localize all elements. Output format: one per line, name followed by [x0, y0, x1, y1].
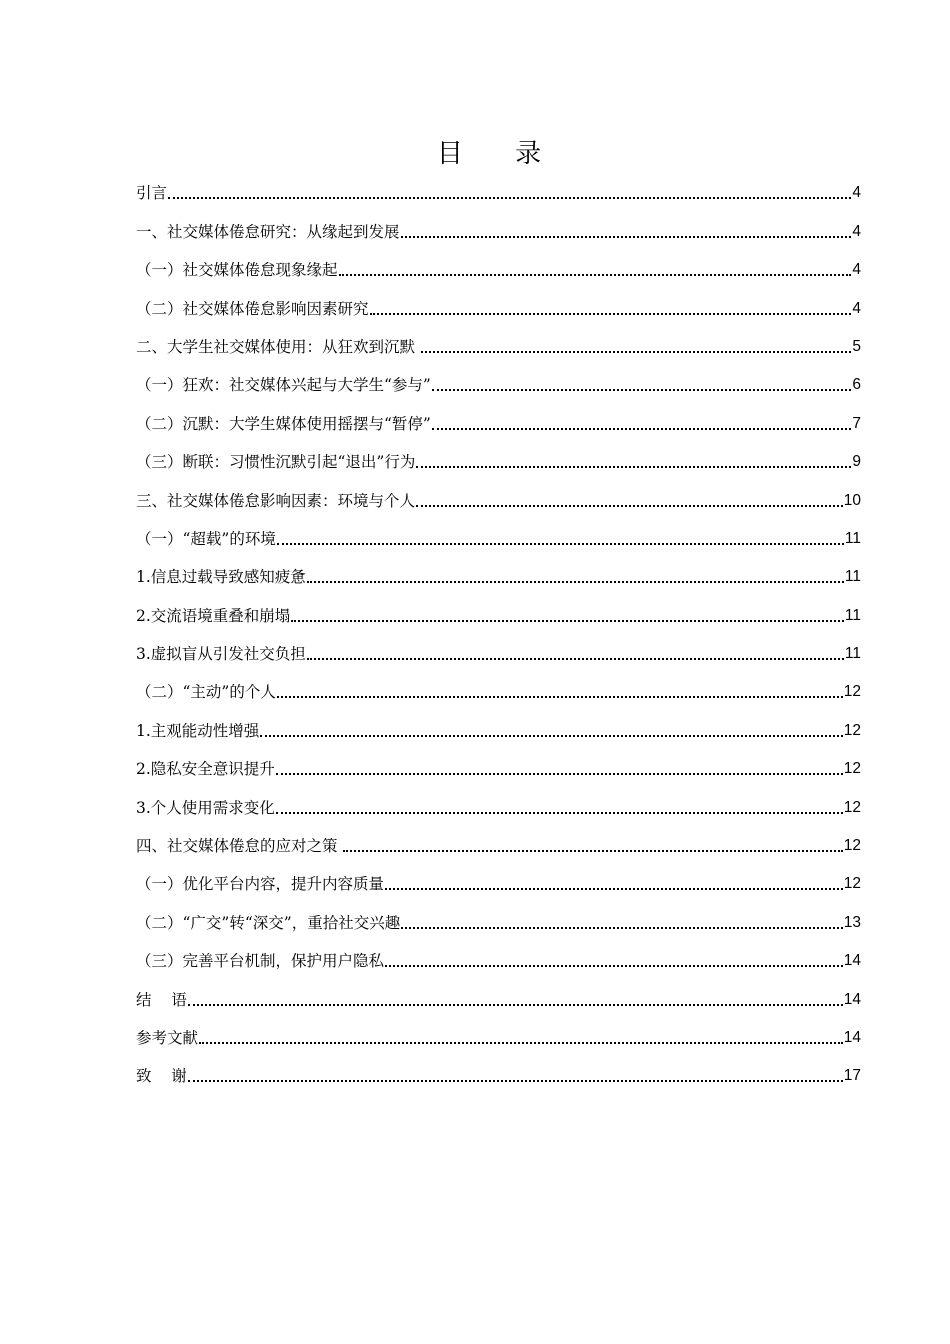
toc-entry[interactable]	[136, 398, 861, 436]
toc-entry-label: 三、社交媒体倦怠影响因素：环境与个人	[136, 491, 416, 510]
toc-entry-page: 4	[852, 299, 861, 317]
toc-entry-label: （二）沉默：大学生媒体使用摇摆与“暂停”	[136, 414, 431, 433]
toc-entry[interactable]	[136, 475, 861, 513]
toc-entry[interactable]	[136, 897, 861, 935]
toc-entry-page: 10	[843, 491, 861, 509]
toc-entry[interactable]	[136, 744, 861, 782]
toc-entry[interactable]	[136, 705, 861, 743]
toc-entry-label: （二）社交媒体倦怠影响因素研究	[136, 299, 369, 318]
toc-entry[interactable]	[136, 552, 861, 590]
toc-entry-page: 11	[844, 568, 861, 586]
toc-entry-page: 12	[843, 683, 861, 701]
toc-entry-label: 1.信息过载导致感知疲惫	[136, 568, 306, 587]
dot-leader	[343, 850, 842, 852]
dot-leader	[277, 696, 843, 698]
toc-entry-label: 1.主观能动性增强	[136, 721, 260, 740]
toc-entry-page: 7	[852, 414, 861, 432]
toc-entry-page: 9	[852, 453, 861, 471]
toc-entry-label: （二）“主动”的个人	[136, 683, 276, 702]
dot-leader	[188, 1004, 843, 1006]
dot-leader	[276, 773, 843, 775]
dot-leader	[276, 812, 843, 814]
toc-entry-label: 四、社交媒体倦怠的应对之策	[136, 837, 343, 856]
dot-leader	[416, 466, 851, 468]
dot-leader	[199, 1042, 843, 1044]
toc-entry-page: 5	[852, 337, 861, 355]
toc-entry-label: （一）优化平台内容，提升内容质量	[136, 875, 385, 894]
dot-leader	[401, 236, 852, 238]
toc-entry[interactable]	[136, 360, 861, 398]
toc-entry-label: （一）狂欢：社交媒体兴起与大学生“参与”	[136, 376, 431, 395]
toc-entry-label: 一、社交媒体倦怠研究：从缘起到发展	[136, 222, 400, 241]
toc-entry-page: 12	[843, 875, 861, 893]
toc-entry[interactable]	[136, 974, 861, 1012]
dot-leader	[432, 389, 852, 391]
dot-leader	[432, 428, 852, 430]
toc-entry[interactable]	[136, 821, 861, 859]
toc-entry-page: 14	[843, 1028, 861, 1046]
toc-entry-page: 11	[844, 645, 861, 663]
toc-entry-page: 11	[844, 529, 861, 547]
dot-leader	[188, 1080, 843, 1082]
dot-leader	[307, 581, 844, 583]
toc-entry-page: 4	[852, 184, 861, 202]
dot-leader	[416, 505, 843, 507]
toc-entry[interactable]	[136, 782, 861, 820]
toc-entry[interactable]	[136, 283, 861, 321]
toc-entry-page: 6	[852, 376, 861, 394]
toc-entry-page: 14	[843, 952, 861, 970]
toc-entry-page: 4	[852, 261, 861, 279]
toc-entry[interactable]	[136, 936, 861, 974]
dot-leader	[421, 351, 851, 353]
toc-entry-page: 13	[843, 913, 861, 931]
toc-entry[interactable]	[136, 168, 861, 206]
toc-entry-label: 2.交流语境重叠和崩塌	[136, 606, 291, 625]
toc-entry-page: 11	[844, 606, 861, 624]
toc-entry-label: 致 谢	[136, 1067, 187, 1086]
toc-entry[interactable]	[136, 245, 861, 283]
dot-leader	[339, 274, 852, 276]
toc-entry-label: 2.隐私安全意识提升	[136, 760, 275, 779]
toc-entry[interactable]	[136, 859, 861, 897]
toc-entry-label: 参考文献	[136, 1028, 199, 1047]
dot-leader	[370, 313, 852, 315]
toc-entry-label: （三）完善平台机制，保护用户隐私	[136, 952, 385, 971]
toc-entry-label: （一）“超载”的环境	[136, 529, 276, 548]
toc-entry[interactable]	[136, 322, 861, 360]
toc-entry-label: 二、大学生社交媒体使用：从狂欢到沉默	[136, 337, 420, 356]
toc-entry-label: 结 语	[136, 990, 187, 1009]
toc-entry-page: 4	[852, 222, 861, 240]
toc-entry-page: 12	[843, 798, 861, 816]
toc-entry-label: 3.个人使用需求变化	[136, 798, 275, 817]
toc-title: 目 录	[436, 139, 564, 169]
toc-entry-page: 14	[843, 990, 861, 1008]
dot-leader	[277, 543, 844, 545]
dot-leader	[168, 197, 851, 199]
dot-leader	[307, 658, 844, 660]
toc-entry-page: 12	[843, 721, 861, 739]
toc-entry-page: 12	[843, 837, 861, 855]
dot-leader	[401, 927, 843, 929]
dot-leader	[385, 965, 843, 967]
toc-entry-label: （三）断联：习惯性沉默引起“退出”行为	[136, 453, 416, 472]
dot-leader	[291, 620, 844, 622]
toc-entry[interactable]	[136, 667, 861, 705]
toc-list	[136, 168, 861, 1089]
toc-entry-page: 17	[843, 1067, 861, 1085]
toc-entry[interactable]	[136, 629, 861, 667]
toc-entry[interactable]	[136, 514, 861, 552]
toc-entry-page: 12	[843, 760, 861, 778]
toc-entry-label: 引言	[136, 184, 168, 203]
toc-entry[interactable]	[136, 206, 861, 244]
toc-entry-label: （二）“广交”转“深交”，重拾社交兴趣	[136, 913, 401, 932]
toc-entry-label: （一）社交媒体倦怠现象缘起	[136, 261, 338, 280]
toc-entry[interactable]	[136, 1051, 861, 1089]
toc-entry[interactable]	[136, 437, 861, 475]
toc-entry[interactable]	[136, 1013, 861, 1051]
toc-entry[interactable]	[136, 590, 861, 628]
dot-leader	[385, 888, 843, 890]
toc-entry-label: 3.虚拟盲从引发社交负担	[136, 645, 306, 664]
dot-leader	[260, 735, 842, 737]
